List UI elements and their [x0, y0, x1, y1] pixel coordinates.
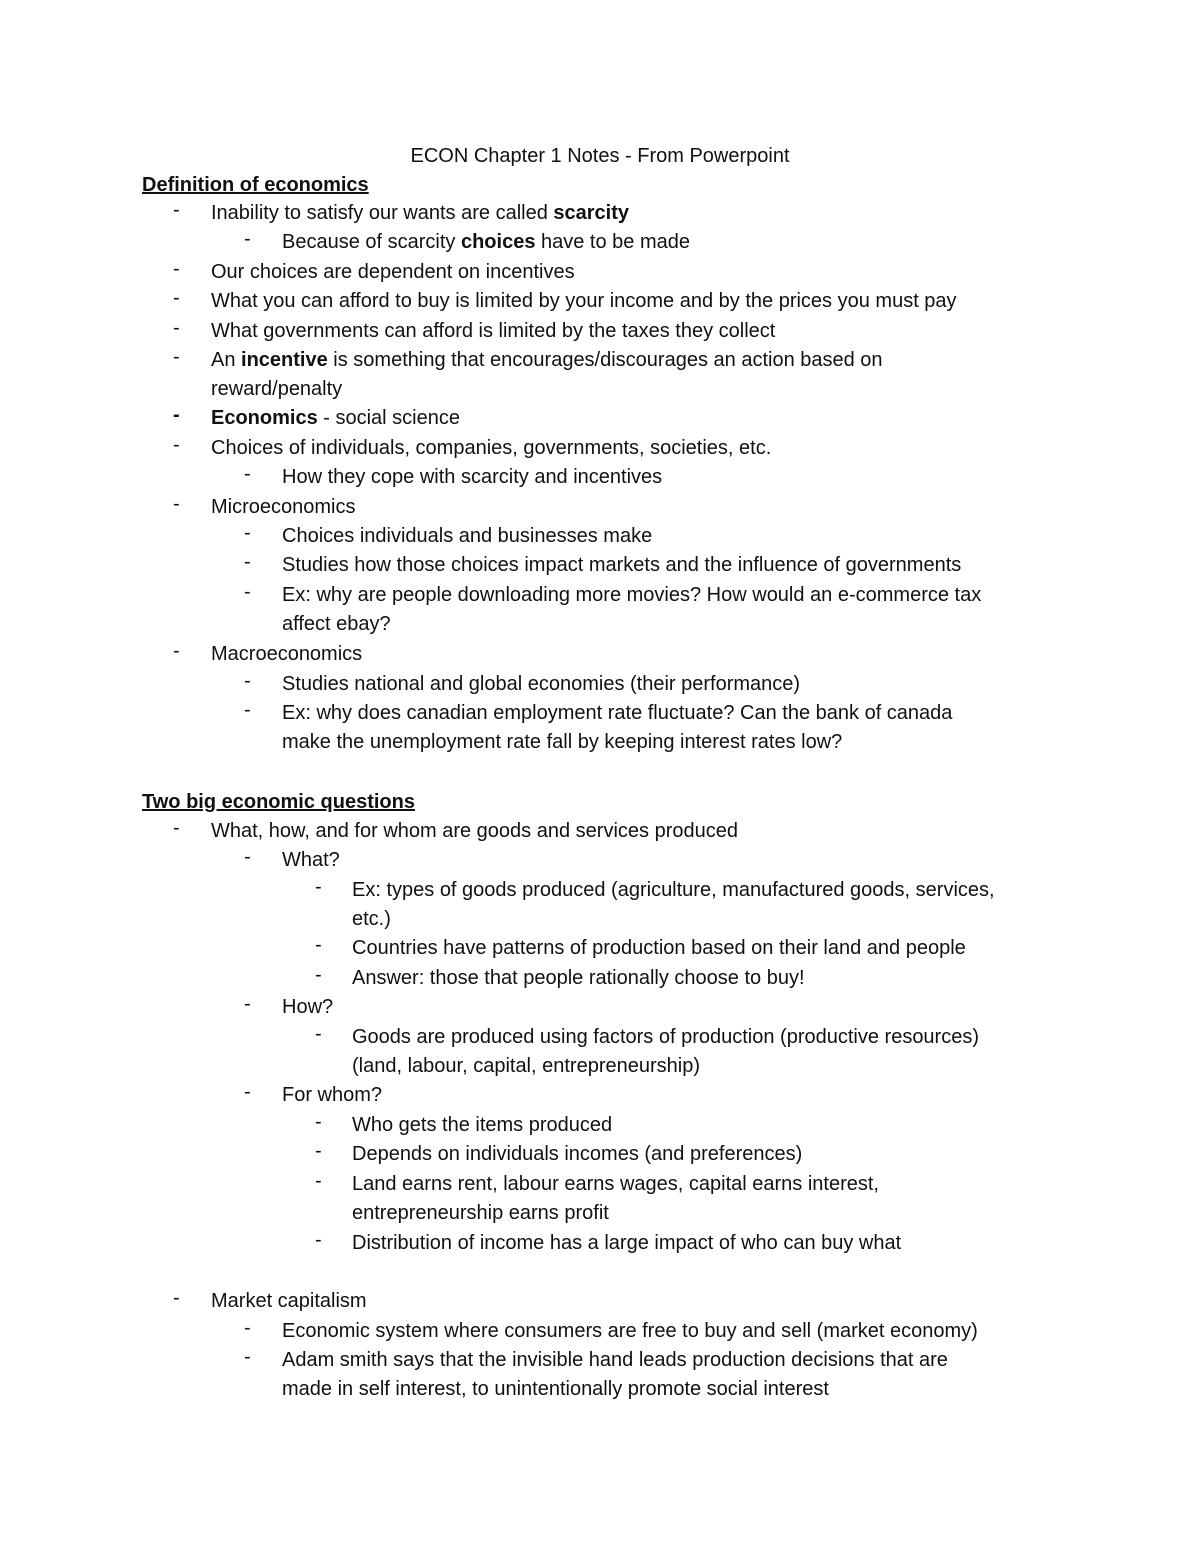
list-item: Studies national and global economies (their performance): [282, 673, 801, 695]
list-item: For whom?: [282, 1084, 383, 1106]
list-item: Inability to satisfy our wants are called scarcity: [211, 202, 630, 224]
bullet-dash: -: [315, 1229, 322, 1251]
bullet-dash: -: [315, 934, 322, 956]
list-item: Ex: why are people downloading more movies? How would an e-commerce tax: [282, 584, 982, 606]
list-item: Depends on individuals incomes (and preferences): [352, 1143, 803, 1165]
list-item: What?: [282, 849, 340, 871]
list-item: Ex: why does canadian employment rate fluctuate? Can the bank of canada: [282, 702, 953, 724]
bullet-dash: -: [173, 258, 180, 280]
bullet-dash: -: [244, 522, 251, 544]
bullet-dash: -: [244, 1081, 251, 1103]
bullet-dash: -: [315, 1170, 322, 1192]
list-item: Land earns rent, labour earns wages, capital earns interest,: [352, 1173, 879, 1195]
page-title: ECON Chapter 1 Notes - From Powerpoint: [410, 145, 790, 167]
bullet-dash: -: [315, 1111, 322, 1133]
list-item-continuation: made in self interest, to unintentionally promote social interest: [282, 1378, 829, 1400]
list-item: Because of scarcity choices have to be made: [282, 231, 691, 253]
list-item-continuation: (land, labour, capital, entrepreneurship): [352, 1055, 700, 1077]
bullet-dash: -: [244, 846, 251, 868]
list-item: How?: [282, 996, 334, 1018]
bullet-dash: -: [173, 434, 180, 456]
list-item: Our choices are dependent on incentives: [211, 261, 575, 283]
bullet-dash: -: [173, 640, 180, 662]
list-item-continuation: etc.): [352, 908, 391, 930]
list-item-continuation: make the unemployment rate fall by keeping interest rates low?: [282, 731, 843, 753]
list-item-continuation: reward/penalty: [211, 378, 343, 400]
list-item: Ex: types of goods produced (agriculture, manufactured goods, services,: [352, 879, 995, 901]
list-item: Countries have patterns of production based on their land and people: [352, 937, 966, 959]
bullet-dash: -: [244, 1346, 251, 1368]
list-item: Choices individuals and businesses make: [282, 525, 653, 547]
list-item-continuation: entrepreneurship earns profit: [352, 1202, 609, 1224]
bullet-dash: -: [244, 581, 251, 603]
list-item: Economic system where consumers are free to buy and sell (market economy): [282, 1320, 978, 1342]
list-item: Economics - social science: [211, 407, 460, 429]
bullet-dash: -: [315, 1023, 322, 1045]
bullet-dash: -: [173, 817, 180, 839]
list-item: How they cope with scarcity and incentives: [282, 466, 663, 488]
bullet-dash: -: [173, 199, 180, 221]
bullet-dash: -: [244, 463, 251, 485]
list-item: Macroeconomics: [211, 643, 363, 665]
bullet-dash: -: [244, 993, 251, 1015]
bullet-dash: -: [315, 964, 322, 986]
list-item: Studies how those choices impact markets and the influence of governments: [282, 554, 962, 576]
list-item-continuation: affect ebay?: [282, 613, 391, 635]
list-item: Who gets the items produced: [352, 1114, 613, 1136]
list-item: An incentive is something that encourages/discourages an action based on: [211, 349, 883, 371]
list-item: What, how, and for whom are goods and services produced: [211, 820, 738, 842]
bullet-dash: -: [244, 228, 251, 250]
bullet-dash: -: [173, 317, 180, 339]
bullet-dash: -: [173, 287, 180, 309]
bullet-dash: -: [244, 670, 251, 692]
bullet-dash: -: [173, 1287, 180, 1309]
bullet-dash: -: [173, 404, 180, 426]
list-item: What you can afford to buy is limited by your income and by the prices you must pay: [211, 290, 957, 312]
section-heading-questions: Two big economic questions: [142, 791, 415, 813]
list-item: Distribution of income has a large impact of who can buy what: [352, 1232, 902, 1254]
list-item: Choices of individuals, companies, governments, societies, etc.: [211, 437, 772, 459]
bullet-dash: -: [244, 1317, 251, 1339]
list-item: Microeconomics: [211, 496, 356, 518]
list-item: Market capitalism: [211, 1290, 367, 1312]
bullet-dash: -: [173, 493, 180, 515]
bullet-dash: -: [244, 551, 251, 573]
bullet-dash: -: [244, 699, 251, 721]
section-heading-definition: Definition of economics: [142, 174, 369, 196]
list-item: Answer: those that people rationally choose to buy!: [352, 967, 805, 989]
list-item: What governments can afford is limited by the taxes they collect: [211, 320, 776, 342]
bullet-dash: -: [315, 1140, 322, 1162]
list-item: Goods are produced using factors of production (productive resources): [352, 1026, 980, 1048]
bullet-dash: -: [173, 346, 180, 368]
list-item: Adam smith says that the invisible hand leads production decisions that are: [282, 1349, 948, 1371]
bullet-dash: -: [315, 876, 322, 898]
